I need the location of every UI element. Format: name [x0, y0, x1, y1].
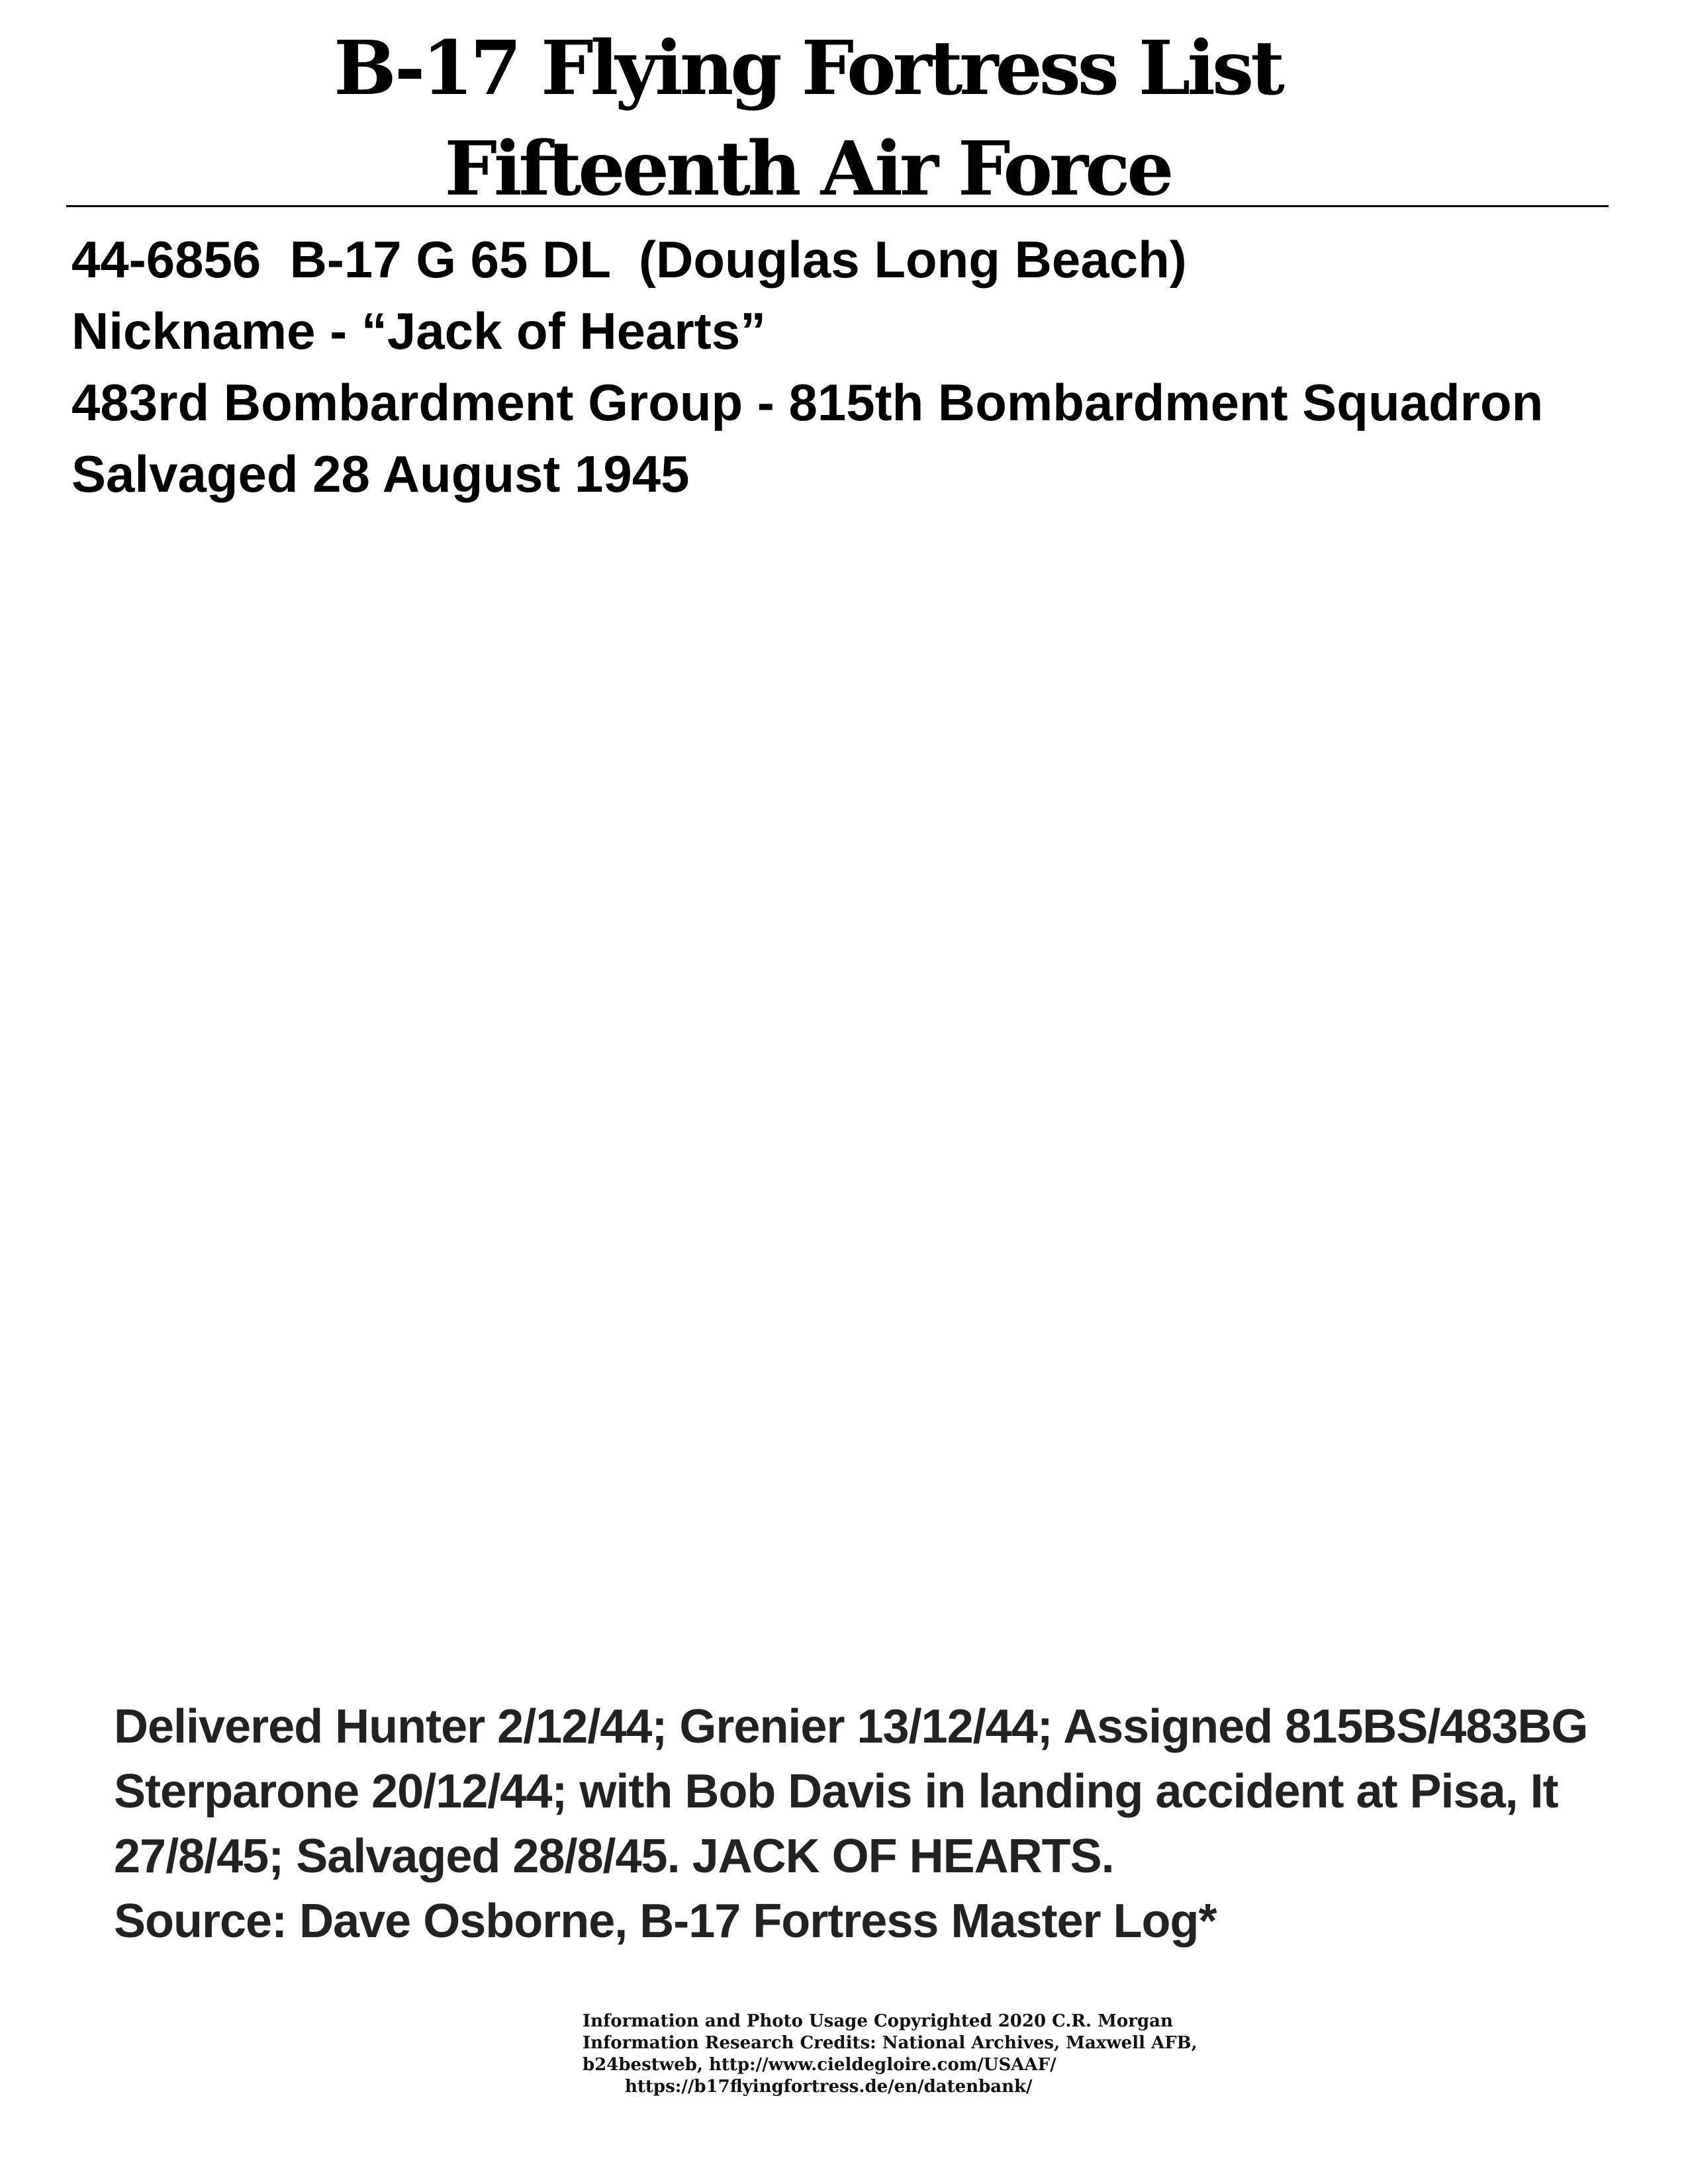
aircraft-nickname: Nickname - “Jack of Hearts” [71, 302, 767, 360]
history-line-2: Sterparone 20/12/44; with Bob Davis in landing accident at Pisa, It [114, 1765, 1558, 1818]
aircraft-history [114, 1694, 1656, 1954]
page-title [0, 19, 1615, 220]
credit-research: Information Research Credits: National Archives, Maxwell AFB, [583, 2033, 1197, 2053]
history-line-3: 27/8/45; Salvaged 28/8/45. JACK OF HEARTS. [114, 1830, 1114, 1883]
credit-sources: b24bestweb, http://www.cieldegloire.com/USAAF/ [583, 2055, 1056, 2075]
title-divider [66, 205, 1609, 207]
aircraft-fate: Salvaged 28 August 1945 [71, 445, 690, 503]
history-source: Source: Dave Osborne, B-17 Fortress Master Log* [114, 1895, 1217, 1948]
title-line-1: B-17 Flying Fortress List [334, 25, 1282, 112]
aircraft-unit: 483rd Bombardment Group - 815th Bombardment Squadron [71, 373, 1544, 432]
credit-copyright: Information and Photo Usage Copyrighted 2020 C.R. Morgan [583, 2011, 1173, 2031]
credits-footer [583, 2011, 1197, 2098]
aircraft-designation: 44-6856 B-17 G 65 DL (Douglas Long Beach) [71, 230, 1187, 289]
aircraft-info [71, 224, 1673, 510]
credit-database-link: https://b17flyingfortress.de/en/datenbank/ [625, 2077, 1033, 2097]
history-line-1: Delivered Hunter 2/12/44; Grenier 13/12/44; Assigned 815BS/483BG [114, 1700, 1588, 1753]
title-line-2: Fifteenth Air Force [444, 126, 1171, 212]
